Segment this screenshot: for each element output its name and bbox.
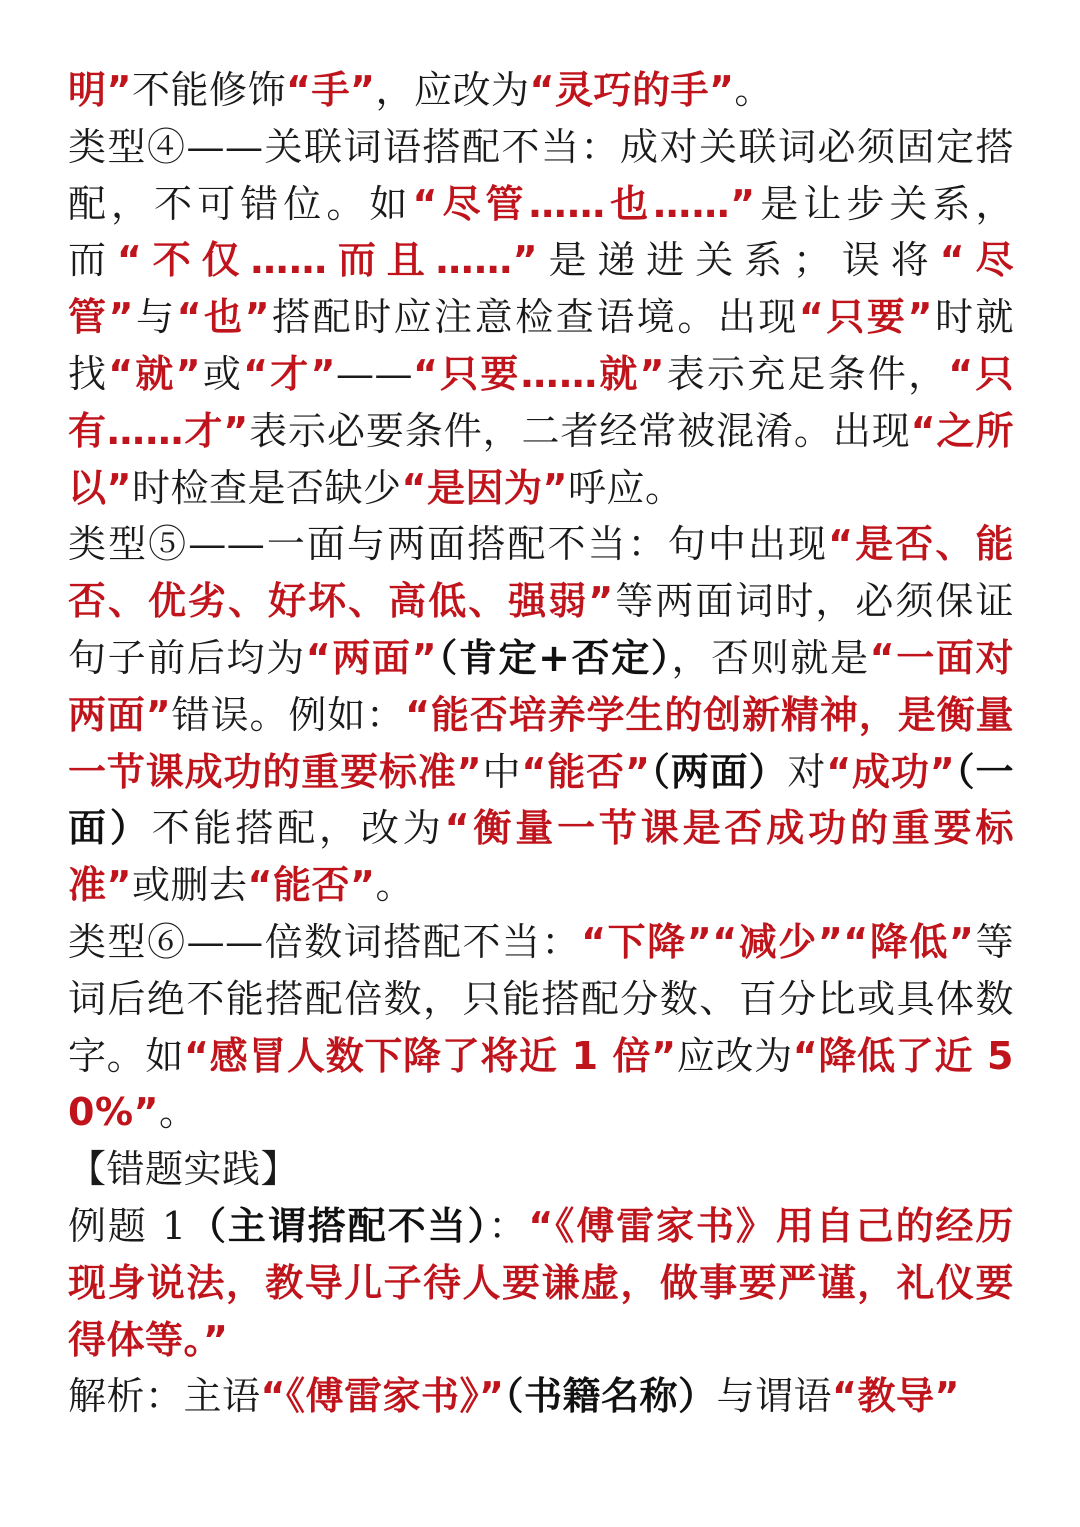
body-text: 。 [159, 1090, 198, 1135]
highlight-text: “手” [286, 68, 376, 112]
body-text: 类型⑤——一面与两面搭配不当：句中出现 [68, 522, 829, 567]
body-text: 是让步关系，而 [68, 181, 1014, 283]
body-text: 错误。例如： [171, 692, 406, 737]
paragraph-intro-tail [68, 62, 1014, 119]
highlight-text: “就” [108, 351, 202, 396]
highlight-text: “只要” [798, 295, 933, 340]
body-text: 解析：主语 [68, 1374, 261, 1419]
highlight-text: “是因为” [401, 465, 568, 510]
bold-note-text: （主谓搭配不当） [186, 1203, 489, 1248]
body-text: —— [335, 351, 413, 396]
highlight-text: “能否” [521, 749, 651, 794]
paragraph-type-5-one-vs-two-sides [68, 516, 1014, 914]
body-text: 不能修饰 [131, 68, 286, 112]
bold-note-text: （一面） [68, 749, 1014, 851]
body-text: 或 [201, 351, 244, 396]
body-text: 时检查是否缺少 [131, 465, 402, 510]
body-text: 等两面词时，必须保证句子前后均为 [68, 579, 1014, 680]
body-text: 搭配时应注意检查语境。出现 [270, 295, 799, 340]
body-text: 表示必要条件，二者经常被混淆。出现 [248, 408, 911, 453]
highlight-text: “是否、能否、优劣、好坏、高低、强弱” [68, 522, 1014, 624]
highlight-text: “教导” [832, 1374, 960, 1419]
highlight-text: “才” [243, 351, 336, 396]
body-text: 与谓语 [716, 1374, 832, 1419]
body-text: 不能搭配，改为 [151, 806, 445, 851]
highlight-text: “只有……才” [68, 351, 1014, 453]
highlight-text: “只要……就” [412, 351, 666, 396]
body-text: 类型⑥——倍数词搭配不当： [68, 919, 582, 964]
body-text: 与 [134, 295, 177, 340]
body-text: 应改为 [676, 1033, 793, 1078]
body-text: ，否则就是 [671, 635, 870, 680]
highlight-text: “之所以” [68, 408, 1014, 510]
highlight-text: “衡量一节课是否成功的重要标准” [68, 806, 1014, 908]
highlight-text: “尽管” [68, 238, 1014, 340]
body-text: 中 [482, 749, 522, 794]
body-text: 表示充足条件， [665, 351, 949, 396]
highlight-text: “《傅雷家书》” [260, 1374, 505, 1419]
body-text: ，应改为 [375, 68, 530, 112]
highlight-text: “感冒人数下降了将近 1 倍” [184, 1033, 677, 1078]
highlight-text: “两面” [305, 635, 438, 680]
highlight-text: “成功” [826, 749, 956, 794]
bold-note-text: （两面） [650, 749, 788, 794]
section-heading-practice [68, 1141, 1014, 1198]
body-text: 【错题实践】 [68, 1147, 300, 1192]
highlight-text: “能否培养学生的创新精神，是衡量一节课成功的重要标准” [68, 692, 1014, 794]
highlight-text: “不仅……而且……” [116, 238, 539, 283]
body-text: 。 [734, 68, 773, 112]
paragraph-type-4-conjunctions [68, 119, 1014, 517]
highlight-text: “能否” [247, 863, 376, 908]
body-text: 例题 1 [68, 1203, 187, 1248]
highlight-text: “也” [176, 295, 271, 340]
highlight-text: “《傅雷家书》用自己的经历现身说法，教导儿子待人要谦虚，做事要严谨，礼仪要得体等。” [68, 1203, 1014, 1362]
paragraph-type-6-multiples [68, 914, 1014, 1141]
body-text: 。 [375, 863, 414, 908]
body-text: 是递进关系；误将 [538, 238, 940, 283]
body-text: 对 [787, 749, 827, 794]
body-text: 时就找 [68, 295, 1014, 396]
highlight-text: “降低了近 50%” [68, 1033, 1014, 1135]
highlight-text: “灵巧的手” [529, 68, 735, 112]
highlight-text: “一面对两面” [68, 635, 1014, 737]
paragraph-example-1 [68, 1198, 1014, 1368]
highlight-text: “尽管……也……” [412, 181, 756, 226]
paragraph-analysis [68, 1368, 1014, 1425]
body-text: 等词后绝不能搭配倍数，只能搭配分数、百分比或具体数字。如 [68, 919, 1014, 1078]
body-text: 类型④——关联词语搭配不当：成对关联词必须固定搭配，不可错位。如 [68, 124, 1014, 226]
highlight-text: “下降”“减少”“降低” [581, 919, 975, 964]
body-text: 或删去 [131, 863, 248, 908]
body-text: ： [488, 1203, 529, 1248]
highlight-text: 明” [68, 68, 132, 112]
bold-note-text: （书籍名称） [504, 1374, 717, 1419]
bold-note-text: （肯定+否定） [437, 635, 672, 680]
body-text: 呼应。 [567, 465, 684, 510]
